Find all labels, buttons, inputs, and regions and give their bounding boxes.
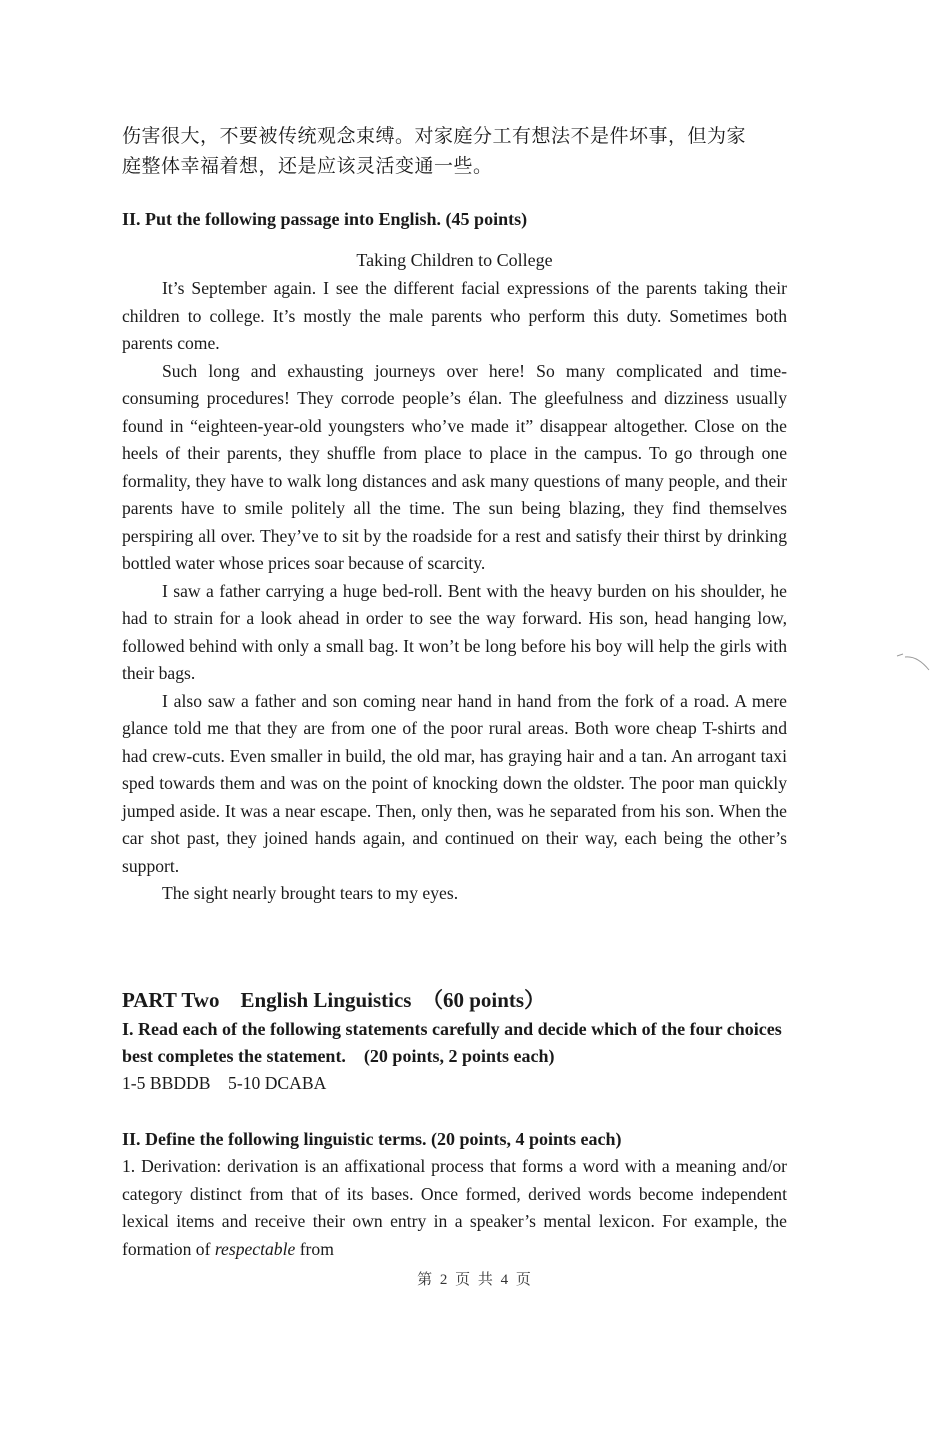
section-ii-heading: II. Put the following passage into English. (45 points) (122, 209, 528, 229)
chinese-line-1: 伤害很大，不要被传统观念束缚。对家庭分工有想法不是件坏事，但为家 (122, 126, 747, 147)
part-two-i-heading: I. Read each of the following statements carefully and decide which of the four choices best completes the statement. (20 points, 2 points each) (122, 1019, 782, 1066)
passage-paragraph: I saw a father carrying a huge bed-roll. Bent with the heavy burden on his shoulder, he had to strain for a look ahead in order to see the way forward. His son, head hanging low, followed behind with only a small bag. It won’t be long before his boy will help the girls with their bags. (122, 580, 787, 683)
chinese-text-block (122, 122, 787, 182)
definition-example-word: respectable (214, 1238, 296, 1259)
passage-paragraph: Such long and exhausting journeys over here! So many complicated and time-consuming procedures! They corrode people’s élan. The gleefulness and dizziness usually found in “eighteen-year-old youngsters who’ve made it” disappear altogether. Close on the heels of their parents, they shuffle from place to place in the campus. To go through one formality, they have to walk long distances and ask many questions of many people, and their parents have to smile politely all the time. The sun being blazing, they find themselves perspiring all over. They’ve to sit by the roadside for a rest and satisfy their thirst by drinking bottled water whose prices soar because of scarcity. (122, 360, 787, 573)
definition-1: 1. Derivation: derivation is an affixational process that forms a word with a meaning and/or category distinct from that of its bases. Once formed, derived words become independent lexical items and receive their own entry in a speaker’s mental lexicon. For example, the formation of respectable from (122, 1156, 787, 1259)
part-two-heading: PART Two English Linguistics （60 points） (122, 988, 546, 1012)
passage-body (122, 275, 787, 908)
passage-title: Taking Children to College (356, 250, 553, 270)
part-two-ii-heading: II. Define the following linguistic terms. (20 points, 4 points each) (122, 1129, 622, 1149)
passage-paragraph: I also saw a father and son coming near hand in hand from the fork of a road. A mere glance told me that they are from one of the poor rural areas. Both wore cheap T-shirts and had crew-cuts. Even smaller in build, the old mar, has graying hair and a tan. An arrogant taxi sped towards them and was on the point of knocking down the oldster. The poor man quickly jumped aside. It was a near escape. Then, only then, was he separated from his son. When the car shot past, they joined hands again, and continued on their way, each being the other’s support. (122, 690, 787, 876)
page-number: 第 2 页 共 4 页 (417, 1272, 533, 1288)
part-two-i-answers: 1-5 BBDDB 5-10 DCABA (122, 1073, 327, 1093)
scan-speck-mark (895, 648, 935, 678)
passage-paragraph: The sight nearly brought tears to my eyes. (162, 883, 459, 903)
passage-paragraph: It’s September again. I see the different facial expressions of the parents taking their children to college. It’s mostly the male parents who perform this duty. Sometimes both parents come. (122, 278, 787, 353)
part-two-section-ii (122, 1126, 787, 1263)
part-two-section-i (122, 1016, 787, 1098)
chinese-line-2: 庭整体幸福着想，还是应该灵活变通一些。 (122, 156, 493, 177)
